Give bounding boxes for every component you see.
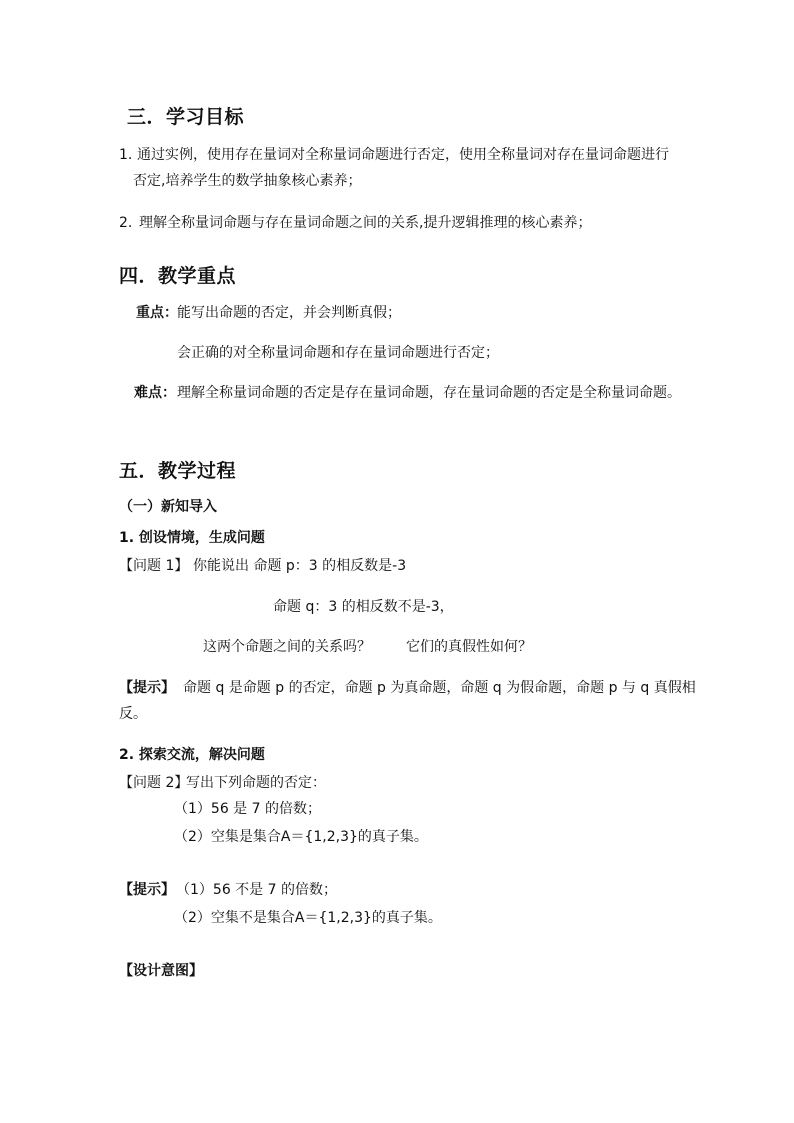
hint-1-line-2: 反。 — [119, 706, 147, 722]
hint-1-line-1: 命题 q 是命题 p 的否定，命题 p 为真命题，命题 q 为假命题，命题 p 与 q 真假相 — [183, 680, 696, 696]
goal-item-1-number: 1. — [119, 147, 133, 163]
question-1-text: 你能说出 命题 p：3 的相反数是-3 — [193, 558, 407, 574]
section-heading-teaching-process: 五．教学过程 — [119, 460, 237, 482]
question-1-label: 【问题 1】 — [119, 558, 189, 574]
goal-item-1-line-2: 否定,培养学生的数学抽象核心素养； — [133, 173, 362, 189]
difficulty-text: 理解全称量词命题的否定是存在量词命题，存在量词命题的否定是全称量词命题。 — [177, 385, 681, 401]
question-2-item-1: （1）56 是 7 的倍数； — [174, 801, 321, 817]
design-intent-label: 【设计意图】 — [119, 963, 203, 979]
difficulty-label: 难点： — [134, 385, 176, 401]
section-heading-key-points: 四．教学重点 — [119, 265, 237, 287]
key-point-label: 重点： — [136, 305, 178, 321]
question-1-line-2: 命题 q：3 的相反数不是-3， — [273, 599, 454, 615]
question-2-label: 【问题 2】 — [119, 775, 189, 791]
hint-2-label: 【提示】 — [119, 882, 175, 898]
key-point-text: 能写出命题的否定，并会判断真假； — [177, 305, 401, 321]
hint-1-label: 【提示】 — [119, 680, 175, 696]
step-2-heading: 2. 探索交流，解决问题 — [119, 747, 265, 763]
goal-item-1-line-1: 通过实例，使用存在量词对全称量词命题进行否定，使用全称量词对存在量词命题进行 — [137, 147, 669, 163]
step-1-heading: 1. 创设情境，生成问题 — [119, 530, 265, 546]
goal-item-2-number: 2. — [119, 215, 133, 231]
subsection-new-knowledge: （一）新知导入 — [119, 499, 217, 515]
goal-item-2-text: 理解全称量词命题与存在量词命题之间的关系,提升逻辑推理的核心素养； — [139, 215, 592, 231]
question-1-line-3b: 它们的真假性如何？ — [406, 639, 532, 655]
question-2-text: 写出下列命题的否定： — [186, 775, 326, 791]
key-point-text-2: 会正确的对全称量词命题和存在量词命题进行否定； — [177, 345, 499, 361]
question-1-line-3a: 这两个命题之间的关系吗？ — [203, 639, 371, 655]
section-heading-learning-goals: 三．学习目标 — [127, 106, 245, 128]
question-2-item-2: （2）空集是集合A＝{1,2,3}的真子集。 — [174, 829, 428, 845]
hint-2-item-1: （1）56 不是 7 的倍数； — [176, 882, 337, 898]
hint-2-item-2: （2）空集不是集合A＝{1,2,3}的真子集。 — [174, 910, 442, 926]
